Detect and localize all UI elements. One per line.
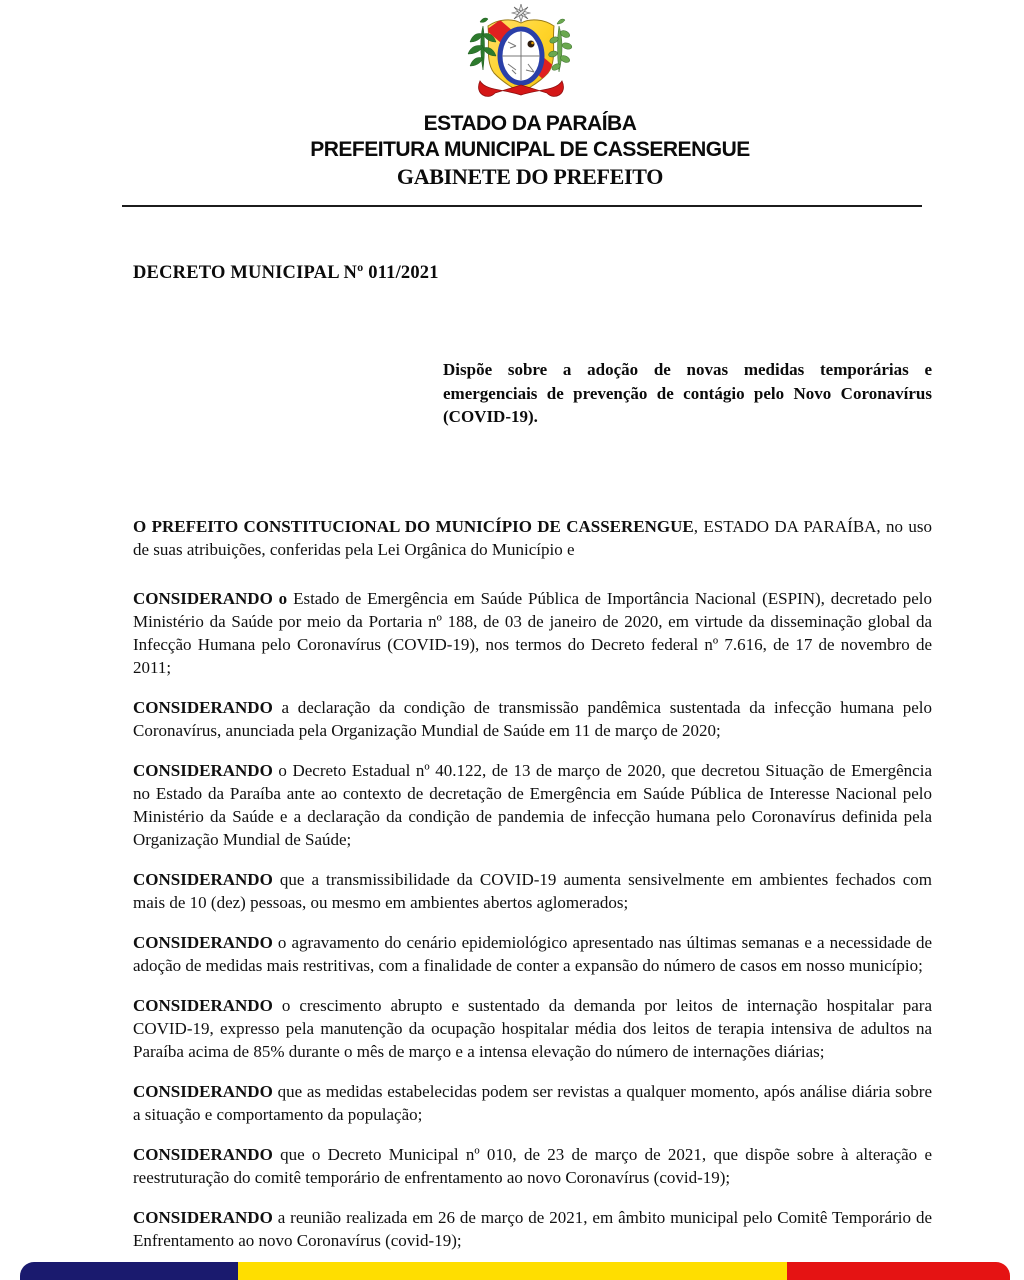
recitals-list [133, 587, 932, 1252]
recital-paragraph [133, 1143, 932, 1189]
recital-text: que a transmissibilidade da COVID-19 aumenta sensivelmente em ambientes fechados com mais de 10 (dez) pessoas, ou mesmo em ambientes abertos aglomerados; [133, 869, 932, 912]
footer-bar-yellow-segment [238, 1262, 787, 1280]
recital-paragraph [133, 1080, 932, 1126]
document-body [0, 263, 1024, 1252]
recital-text: que o Decreto Municipal nº 010, de 23 de março de 2021, que dispõe sobre à alteração e reestruturação do comitê temporário de enfrentamento ao novo Coronavírus (covid-19); [133, 1144, 932, 1187]
recital-paragraph [133, 587, 932, 679]
recital-lead: CONSIDERANDO [133, 697, 273, 717]
recital-lead: CONSIDERANDO o [133, 588, 288, 608]
header-divider [122, 205, 922, 207]
org-state-line: ESTADO DA PARAÍBA [423, 112, 637, 135]
footer-tricolor-bar [20, 1262, 1010, 1280]
org-municipality-line: PREFEITURA MUNICIPAL DE CASSERENGUE [310, 138, 750, 161]
recital-lead: CONSIDERANDO [133, 869, 273, 889]
recital-lead: CONSIDERANDO [133, 1081, 273, 1101]
recital-text: o Decreto Estadual nº 40.122, de 13 de março de 2020, que decretou Situação de Emergência no Estado da Paraíba ante ao contexto de decretação de Emergência em Saúde Pública de Interesse Nacional pelo Ministério da Saúde e a declaração da condição de pandemia de infecção humana pelo Coronavírus definida pela Organização Mundial de Saúde; [133, 760, 932, 849]
footer-bar-red-segment [787, 1262, 1010, 1280]
recital-text: a reunião realizada em 26 de março de 2021, em âmbito municipal pelo Comitê Temporário de Enfrentamento ao novo Coronavírus (covid-19); [133, 1207, 932, 1250]
recital-paragraph [133, 994, 932, 1063]
recital-text: o crescimento abrupto e sustentado da demanda por leitos de internação hospitalar para COVID-19, expresso pela manutenção da ocupação hospitalar média dos leitos de terapia intensiva de adultos na Paraíba acima de 85% durante o mês de março e a intensa elevação do número de internações diárias; [133, 995, 932, 1061]
footer-bar-blue-segment [20, 1262, 238, 1280]
preamble-paragraph [133, 515, 932, 561]
recital-lead: CONSIDERANDO [133, 932, 273, 952]
recital-lead: CONSIDERANDO [133, 1144, 273, 1164]
recital-text: Estado de Emergência em Saúde Pública de Importância Nacional (ESPIN), decretado pelo Ministério da Saúde por meio da Portaria nº 188, de 03 de janeiro de 2020, em virtude da disseminação global da Infecção Humana pelo Coronavírus (COVID-19), nos termos do Decreto federal nº 7.616, de 17 de novembro de 2011; [133, 588, 932, 677]
recital-paragraph [133, 868, 932, 914]
recital-paragraph [133, 759, 932, 851]
recital-paragraph [133, 696, 932, 742]
decree-summary: Dispõe sobre a adoção de novas medidas temporárias e emergenciais de prevenção de contágio pelo Novo Coronavírus (COVID-19). [443, 360, 932, 426]
org-office-line: GABINETE DO PREFEITO [396, 164, 664, 189]
decree-title: DECRETO MUNICIPAL Nº 011/2021 [133, 263, 439, 283]
coat-of-arms-icon [436, 4, 606, 104]
recital-text: a declaração da condição de transmissão pandêmica sustentada da infecção humana pelo Coronavírus, anunciada pela Organização Mundial de Saúde em 11 de março de 2020; [133, 697, 932, 740]
crest-container [0, 0, 1024, 109]
recital-lead: CONSIDERANDO [133, 1207, 273, 1227]
recital-paragraph [133, 1206, 932, 1252]
letterhead [0, 111, 1024, 190]
recital-paragraph [133, 931, 932, 977]
star-icon [512, 4, 530, 22]
preamble-lead: O PREFEITO CONSTITUCIONAL DO MUNICÍPIO DE CASSERENGUE [133, 516, 694, 536]
recital-text: o agravamento do cenário epidemiológico apresentado nas últimas semanas e a necessidade de adoção de medidas mais restritivas, com a finalidade de conter a expansão do número de casos em nosso município; [133, 932, 932, 975]
recital-text: que as medidas estabelecidas podem ser revistas a qualquer momento, após análise diária sobre a situação e comportamento da população; [133, 1081, 932, 1124]
recital-lead: CONSIDERANDO [133, 760, 273, 780]
recital-lead: CONSIDERANDO [133, 995, 273, 1015]
preamble-text: , ESTADO DA PARAÍBA, no uso de suas atribuições, conferidas pela Lei Orgânica do Município e [133, 516, 932, 559]
